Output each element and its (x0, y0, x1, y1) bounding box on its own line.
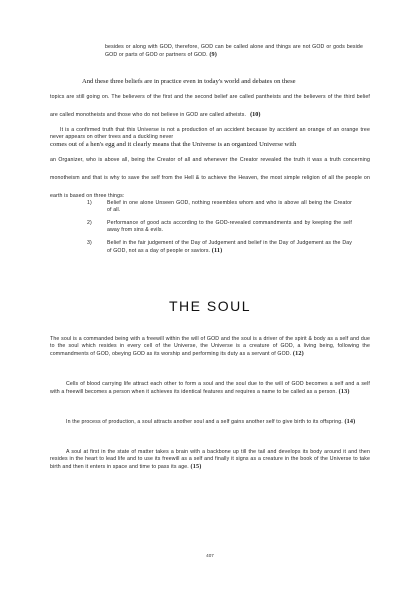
list-item (87, 220, 352, 234)
confirmed-part-3: an Organizer, who is above all, being the Creator of all and whenever the Creator revealed the truth it was a truth concerning monotheism and that is why to save the self from the Hell & to achieve the Heaven, the most simple religion of all the people on earth is based on three things: (50, 157, 370, 199)
soul-paragraph-1 (50, 336, 370, 358)
beliefs-intro-lead: And these three beliefs are in practice even in today's world and debates on these (82, 78, 296, 85)
beliefs-list (87, 200, 352, 261)
list-item (87, 200, 352, 214)
reference-9: (9) (209, 51, 217, 58)
reference-15: (15) (190, 463, 202, 470)
reference-10: (10) (250, 111, 261, 118)
reference-12: (12) (292, 350, 304, 357)
list-text: Performance of good acts according to the GOD-revealed commandments and by keeping the self away from sins & evils. (107, 220, 352, 233)
reference-13: (13) (338, 388, 350, 395)
reference-14: (14) (344, 418, 356, 425)
soul-text-3: In the process of production, a soul attracts another soul and a self gains another self to give birth to its offspring. (66, 419, 343, 425)
list-item (87, 240, 352, 255)
confirmed-part-2: comes out of a hen's egg and it clearly means that the Universe is an organized Universe with (50, 141, 297, 148)
soul-paragraph-2 (50, 381, 370, 396)
top-paragraph-text: besides or along with GOD, therefore, GOD can be called alone and things are not GOD or gods beside GOD or parts of GOD or partners of GOD. (105, 44, 363, 58)
reference-11: (11) (211, 247, 223, 254)
beliefs-intro-rest: topics are still going on. The believers of the first and the second belief are called pantheists and the believers of the third belief are called monotheists and those who do not believe in GOD are called atheists. (50, 94, 370, 118)
confirmed-truth-paragraph (50, 127, 370, 202)
confirmed-part-1: It is a confirmed truth that this Universe is not a production of an accident because by accident an orange of an orange tree never appears on other trees and a duckling never (50, 127, 370, 140)
list-text: Belief in one alone Unseen GOD, nothing resembles whom and who is above all being the Creator of all. (107, 200, 352, 213)
list-number: 3) (87, 240, 92, 246)
soul-paragraph-4 (50, 449, 370, 471)
list-text: Belief in the fair judgement of the Day of Judgement and belief in the Day of Judgement as the Day of GOD, not as a day of people or saviors. (107, 240, 352, 254)
page-number: 407 (206, 553, 214, 558)
beliefs-intro-paragraph (50, 78, 370, 121)
soul-paragraph-3 (50, 418, 370, 426)
top-paragraph (105, 44, 363, 59)
list-number: 1) (87, 200, 92, 206)
soul-text-1: The soul is a commanded being with a freewill within the will of GOD and the soul is a driver of the spirit & body as a self and due to the soul which resides in every cell of the Universe, the Universe is a creature of GOD, a living being, following the commandments of GOD, obeying GOD as its worship and performing its duty as a servant of GOD. (50, 336, 370, 357)
soul-text-2: Cells of blood carrying life attract each other to form a soul and the soul due to the will of GOD becomes a self and a self with a freewill becomes a person when it achieves its identical features and requires a name to be called as a person. (50, 381, 370, 395)
list-number: 2) (87, 220, 92, 226)
soul-text-4: A soul at first in the state of matter takes a brain with a backbone up till the tail and develops its body around it and then resides in the heart to lead life and to use its freewill as a self and finally it signs as a creature in the book of the Universe to take birth and then it enters in space and time to pass its age. (50, 449, 370, 470)
section-heading: THE SOUL (168, 298, 251, 314)
